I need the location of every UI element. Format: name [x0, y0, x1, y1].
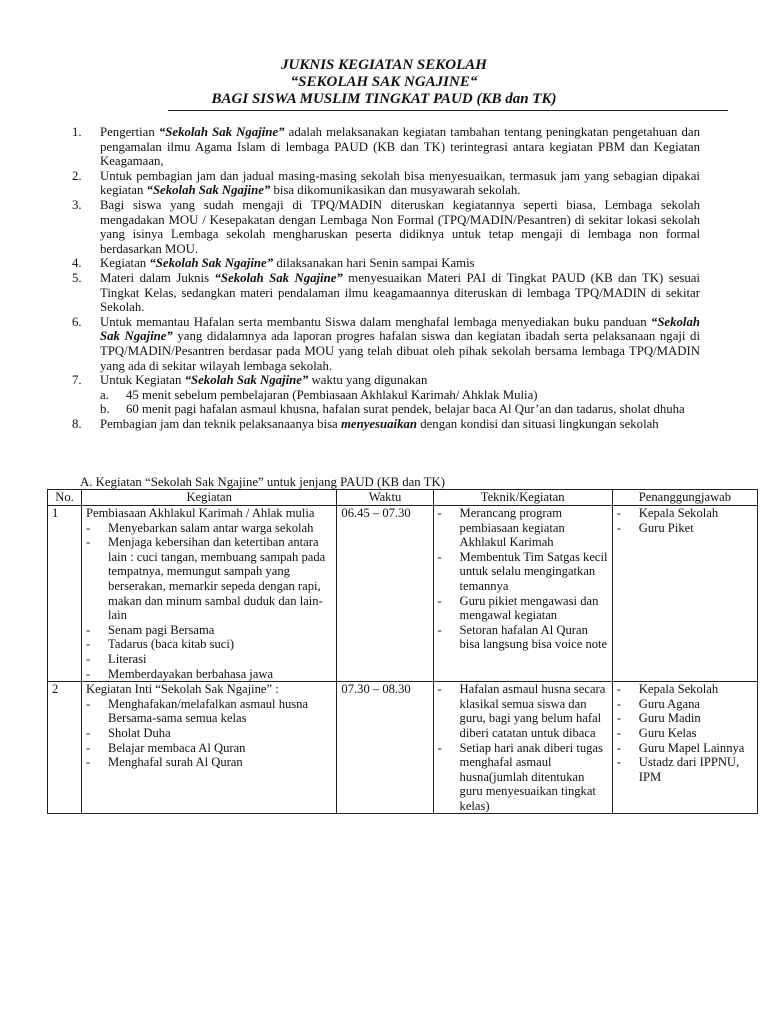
item-text: Bagi siswa yang sudah mengaji di TPQ/MADIN diteruskan kegiatannya seperti biasa, Lembaga sekolah mengadakan MOU / Kesepakatan dengan Lembaga Non Formal (TPQ/MADIN/Pesantren) di sekitar lokasi sekolah yang isinya Lembaga sekolah mengharuskan peserta didiknya untuk tetap mengaji di lembaga non formal berdasarkan MOU.	[100, 197, 700, 256]
list-item	[72, 373, 700, 388]
item-text: Materi dalam Juknis	[100, 270, 215, 285]
list-number: 7.	[72, 373, 82, 388]
item-text: adalah melaksanakan kegiatan tambahan tentang peningkatan pengetahuan dan pengamalan ilmu Agama Islam di lembaga PAUD (KB dan TK) terintegrasi antara kegiatan PBM dan Kegiatan Keagamaan,	[100, 125, 700, 169]
header-teknik: Teknik/Kegiatan	[433, 490, 612, 506]
list-number: 2.	[72, 168, 82, 183]
item-text: Untuk Kegiatan	[100, 373, 185, 388]
list-item: - Tadarus (baca kitab suci)	[86, 637, 235, 652]
list-item: - Membentuk Tim Satgas kecil untuk selalu mengingatkan temannya	[437, 549, 608, 593]
list-item: - Belajar membaca Al Quran	[86, 740, 246, 755]
item-text: menyesuaikan Materi PAI di Tingkat PAUD (KB dan TK) sesuai Tingkat Kelas, sedangkan materi pendalaman ilmu keagamaannya diteruskan di lembaga TPQ/MADIN di sekitar Sekolah.	[100, 270, 700, 315]
cell-kegiatan	[82, 682, 337, 814]
list-item: - Memberdayakan berbahasa jawa	[86, 666, 274, 681]
list-item: - Guru Kelas	[616, 725, 697, 740]
item-text: Kegiatan	[100, 256, 150, 271]
cell-kegiatan	[82, 506, 337, 682]
list-number: 4.	[72, 256, 82, 271]
title-underline	[168, 110, 728, 111]
sub-item-text: 60 menit pagi hafalan asmaul khusna, hafalan surat pendek, belajar baca Al Qur’an dan tadarus, sholat dhuha	[126, 402, 685, 417]
list-number: 8.	[72, 416, 82, 431]
table-header-row	[48, 490, 758, 506]
list-item: - Guru Mapel Lainnya	[616, 740, 745, 755]
list-item	[72, 417, 700, 432]
list-item: - Sholat Duha	[86, 725, 171, 740]
list-item: - Merancang program pembiasaan kegiatan Akhlakul Karimah	[437, 506, 565, 550]
item-emphasis: “Sekolah Sak Ngajine”	[184, 373, 309, 388]
list-item: - Guru Agana	[616, 696, 700, 711]
list-item: - Guru pikiet mengawasi dan mengawal kegiatan	[437, 593, 599, 623]
list-item	[72, 256, 700, 271]
doc-title-line-3: BAGI SISWA MUSLIM TINGKAT PAUD (KB dan TK)	[211, 91, 557, 107]
list-number: 1.	[72, 125, 82, 139]
item-emphasis: “Sekolah Sak Ngajine”	[100, 314, 700, 344]
list-item: - Kepala Sekolah	[616, 506, 719, 520]
list-item	[72, 315, 700, 373]
item-text: waktu yang digunakan	[308, 373, 428, 388]
item-text: Untuk pembagian jam dan jadual masing-masing sekolah bisa menyesuaikan, termasuk jam yang sebagian dipakai kegiatan	[100, 168, 700, 198]
sub-list-item	[72, 402, 700, 417]
kegiatan-title: Kegiatan Inti “Sekolah Sak Ngajine” :	[86, 682, 279, 697]
item-text: Untuk memantau Hafalan serta membantu Siswa dalam menghafal lembaga menyediakan buku panduan	[100, 314, 651, 329]
list-item	[72, 198, 700, 256]
cell-no: 1	[48, 506, 82, 682]
item-text: Pengertian	[100, 125, 159, 139]
list-item: - Setoran hafalan Al Quran bisa langsung bisa voice note	[437, 622, 608, 652]
sub-list-letter: a.	[100, 387, 109, 402]
list-item: - Hafalan asmaul husna secara klasikal semua siswa dan guru, bagi yang belum hafal diberi catatan untuk dibaca	[437, 682, 606, 740]
item-emphasis: “Sekolah Sak Ngajine”	[214, 270, 343, 285]
item-emphasis: “Sekolah Sak Ngajine”	[146, 183, 271, 198]
cell-teknik	[433, 506, 612, 682]
doc-title-line-2: “SEKOLAH SAK NGAJINE“	[290, 74, 478, 90]
cell-no: 2	[48, 682, 82, 814]
section-a-heading: A. Kegiatan “Sekolah Sak Ngajine” untuk jenjang PAUD (KB dan TK)	[80, 475, 445, 489]
list-item: - Setiap hari anak diberi tugas menghafal asmaul husna(jumlah ditentukan guru menyesuaikan tingkat kelas)	[437, 740, 603, 813]
doc-title-line-1: JUKNIS KEGIATAN SEKOLAH	[281, 57, 487, 73]
list-item: - Kepala Sekolah	[616, 682, 719, 697]
list-item: - Menyebarkan salam antar warga sekolah	[86, 520, 314, 535]
cell-penanggungjawab	[612, 682, 757, 814]
sub-list-item	[72, 388, 700, 403]
table-row	[48, 506, 758, 682]
list-item	[72, 125, 700, 169]
cell-penanggungjawab	[612, 506, 757, 682]
list-number: 3.	[72, 197, 82, 212]
item-text: bisa dikomunikasikan dan musyawarah sekolah.	[270, 183, 521, 198]
numbered-list	[72, 125, 700, 431]
list-item	[72, 271, 700, 315]
list-item: - Senam pagi Bersama	[86, 622, 215, 637]
sub-list-letter: b.	[100, 402, 110, 417]
item-text: dengan kondisi dan situasi lingkungan sekolah	[417, 416, 659, 431]
list-number: 6.	[72, 314, 82, 329]
activity-table	[47, 489, 758, 814]
list-item: - Literasi	[86, 651, 147, 666]
header-kegiatan: Kegiatan	[82, 490, 337, 506]
header-no: No.	[48, 490, 82, 506]
list-item: - Ustadz dari IPPNU, IPM	[616, 755, 740, 784]
table-row	[48, 682, 758, 814]
list-item: - Menghafakan/melafalkan asmaul husna Bersama-sama semua kelas	[86, 696, 309, 726]
item-text: Pembagian jam dan teknik pelaksanaanya bisa	[100, 416, 341, 431]
list-item	[72, 169, 700, 198]
item-emphasis: menyesuaikan	[340, 416, 418, 431]
header-penanggungjawab: Penanggungjawab	[612, 490, 757, 506]
item-emphasis: “Sekolah Sak Ngajine”	[158, 125, 285, 139]
kegiatan-title: Pembiasaan Akhlakul Karimah / Ahlak mulia	[86, 506, 315, 520]
list-item: - Menghafal surah Al Quran	[86, 755, 243, 770]
list-item: - Guru Madin	[616, 711, 701, 726]
item-text: yang didalamnya ada laporan progres hafalan siswa dan kegiatan ibadah serta pelaksanaan ngaji di TPQ/MADIN/Pesantren berdasar pada MOU yang telah dibuat oleh pihak sekolah bersama lembaga TPQ/MADIN yang ada di sekitar wilayah lembaga sekolah.	[100, 329, 700, 373]
item-text: dilaksanakan hari Senin sampai Kamis	[273, 256, 475, 271]
cell-waktu: 07.30 – 08.30	[337, 682, 433, 814]
list-number: 5.	[72, 270, 82, 285]
list-item: - Guru Piket	[616, 520, 694, 535]
list-item: - Menjaga kebersihan dan ketertiban antara lain : cuci tangan, membuang sampah pada tempatnya, memungut sampah yang berserakan, memarkir sepeda dengan rapi, makan dan minum sambal duduk dan lain-lain	[86, 535, 326, 623]
item-emphasis: “Sekolah Sak Ngajine”	[149, 256, 274, 271]
cell-waktu: 06.45 – 07.30	[337, 506, 433, 682]
header-waktu: Waktu	[337, 490, 433, 506]
cell-teknik	[433, 682, 612, 814]
sub-item-text: 45 menit sebelum pembelajaran (Pembiasaan Akhlakul Karimah/ Ahklak Mulia)	[126, 387, 538, 402]
